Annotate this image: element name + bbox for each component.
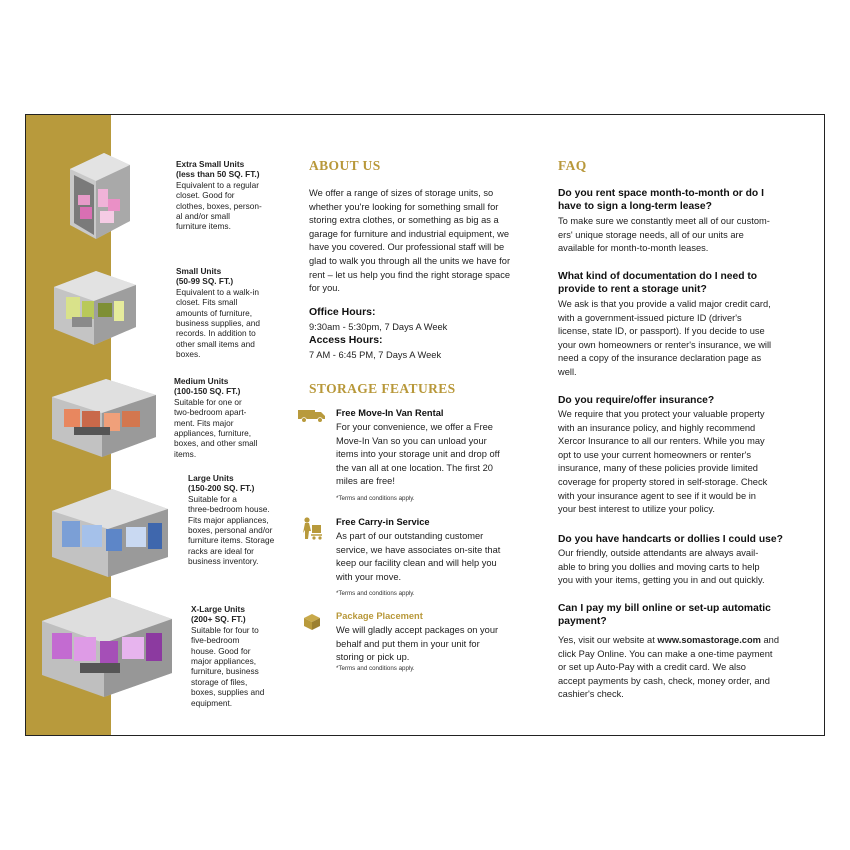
faq-answer-pre: Yes, visit our website at xyxy=(558,635,658,645)
about-heading: ABOUT US xyxy=(309,158,381,173)
website-link[interactable]: www.somastorage.com xyxy=(657,635,761,645)
brochure-page xyxy=(25,114,825,736)
faq-answer-post: and click Pay Online. You can make a one-time payment or set up Auto-Pay with a credit card. We also accept payments by cash, check, money order, and cashier's check. xyxy=(558,635,780,700)
unit-description: Suitable for four to five-bedroom house. Good for major appliances, furniture, business storage of files, boxes, supplies and equipment. xyxy=(191,624,265,708)
faq-heading: FAQ xyxy=(558,158,587,173)
faq-question: Do you require/offer insurance? xyxy=(558,395,715,406)
small-unit-image xyxy=(52,267,138,347)
feature-text: As part of our outstanding customer service, we have associates on-site that keep our facility clean and will help you with your move. xyxy=(336,531,501,582)
unit-title: Small Units (50-99 SQ. FT.) xyxy=(176,266,234,287)
faq-answer: Our friendly, outside attendants are always avail- able to bring you dollies and moving carts to help you with your items, getting you in and out quickly. xyxy=(558,548,765,586)
faq-question: Do you rent space month-to-month or do I have to sign a long-term lease? xyxy=(558,188,764,212)
unit-large-info xyxy=(188,473,274,567)
unit-small-info xyxy=(176,266,260,360)
features-heading: STORAGE FEATURES xyxy=(309,381,456,396)
faq-question: Can I pay my bill online or set-up automatic payment? xyxy=(558,603,771,627)
unit-title: X-Large Units (200+ SQ. FT.) xyxy=(191,604,246,625)
feature-title: Package Placement xyxy=(336,611,423,621)
faq-question: Do you have handcarts or dollies I could use? xyxy=(558,534,783,545)
about-text: We offer a range of sizes of storage units, so whether you're looking for something small for storing extra clothes, or something as big as a garage for furniture and industrial equipment, we have you covered. Our professional staff will be glad to walk you through all the units we have for rent – let us help you find the right storage space for you. xyxy=(309,188,511,294)
faq-answer: To make sure we constantly meet all of our custom- ers' unique storage needs, all of our units are available for month-to-month leases. xyxy=(558,216,770,254)
unit-description: Suitable for one or two-bedroom apart- ment. Fits major appliances, furniture, boxes, and other small items. xyxy=(174,396,258,459)
faq-answer: We require that you protect your valuable property with an insurance policy, and highly recommend Xercor Insurance to all our renters. While you may opt to use your current homeowners or renter's insurance, many of these policies provide limited coverage for property stored in self-storage. Check with your insurance agent to see if it would be in your best interest to utilize your policy. xyxy=(558,409,768,515)
access-hours-value: 7 AM - 6:45 PM, 7 Days A Week xyxy=(309,350,442,360)
unit-medium-info xyxy=(174,376,257,459)
faq-answer: We ask is that you provide a valid major credit card, with a government-issued picture ID (driver's license, state ID, or passport). If you decide to use your own homeowners or renter's insurance, we will need a copy of the insurance declaration page as well. xyxy=(558,299,772,377)
office-hours-label: Office Hours: xyxy=(309,306,376,318)
terms-note: *Terms and conditions apply. xyxy=(336,665,415,672)
van-icon xyxy=(297,407,327,428)
faq-question: What kind of documentation do I need to provide to rent a storage unit? xyxy=(558,271,758,295)
unit-description: Equivalent to a walk-in closet. Fits small amounts of furniture, business supplies, and records. In addition to other small items and boxes. xyxy=(176,286,260,360)
unit-title: Extra Small Units (less than 50 SQ. FT.) xyxy=(176,159,260,180)
feature-title: Free Carry-in Service xyxy=(336,517,430,527)
terms-note: *Terms and conditions apply. xyxy=(336,495,415,502)
feature-title: Free Move-In Van Rental xyxy=(336,408,444,418)
unit-description: Equivalent to a regular closet. Good for clothes, boxes, person- al and/or small furniture items. xyxy=(176,179,262,232)
x-large-unit-image xyxy=(40,593,174,699)
office-hours-value: 9:30am - 5:30pm, 7 Days A Week xyxy=(309,322,448,332)
unit-x-large-info xyxy=(191,604,264,708)
unit-description: Suitable for a three-bedroom house. Fits major appliances, boxes, personal and/or furniture items. Storage racks are ideal for business inventory. xyxy=(188,493,275,567)
unit-title: Large Units (150-200 SQ. FT.) xyxy=(188,473,255,494)
feature-text: For your convenience, we offer a Free Move-In Van so you can unload your items into your storage unit and drop off the van all at one location. The first 20 miles are free! xyxy=(336,422,500,487)
feature-text: We will gladly accept packages on your behalf and put them in your unit for storing or pick up. xyxy=(336,625,499,663)
faq-answer-payment xyxy=(558,634,779,702)
unit-extra-small-info xyxy=(176,159,262,232)
hand-cart-icon xyxy=(301,517,323,546)
large-unit-image xyxy=(50,485,170,579)
extra-small-unit-image xyxy=(64,151,136,241)
package-icon xyxy=(303,613,321,636)
medium-unit-image xyxy=(50,375,158,459)
access-hours-label: Access Hours: xyxy=(309,334,383,346)
unit-title: Medium Units (100-150 SQ. FT.) xyxy=(174,376,241,397)
terms-note: *Terms and conditions apply. xyxy=(336,590,415,597)
